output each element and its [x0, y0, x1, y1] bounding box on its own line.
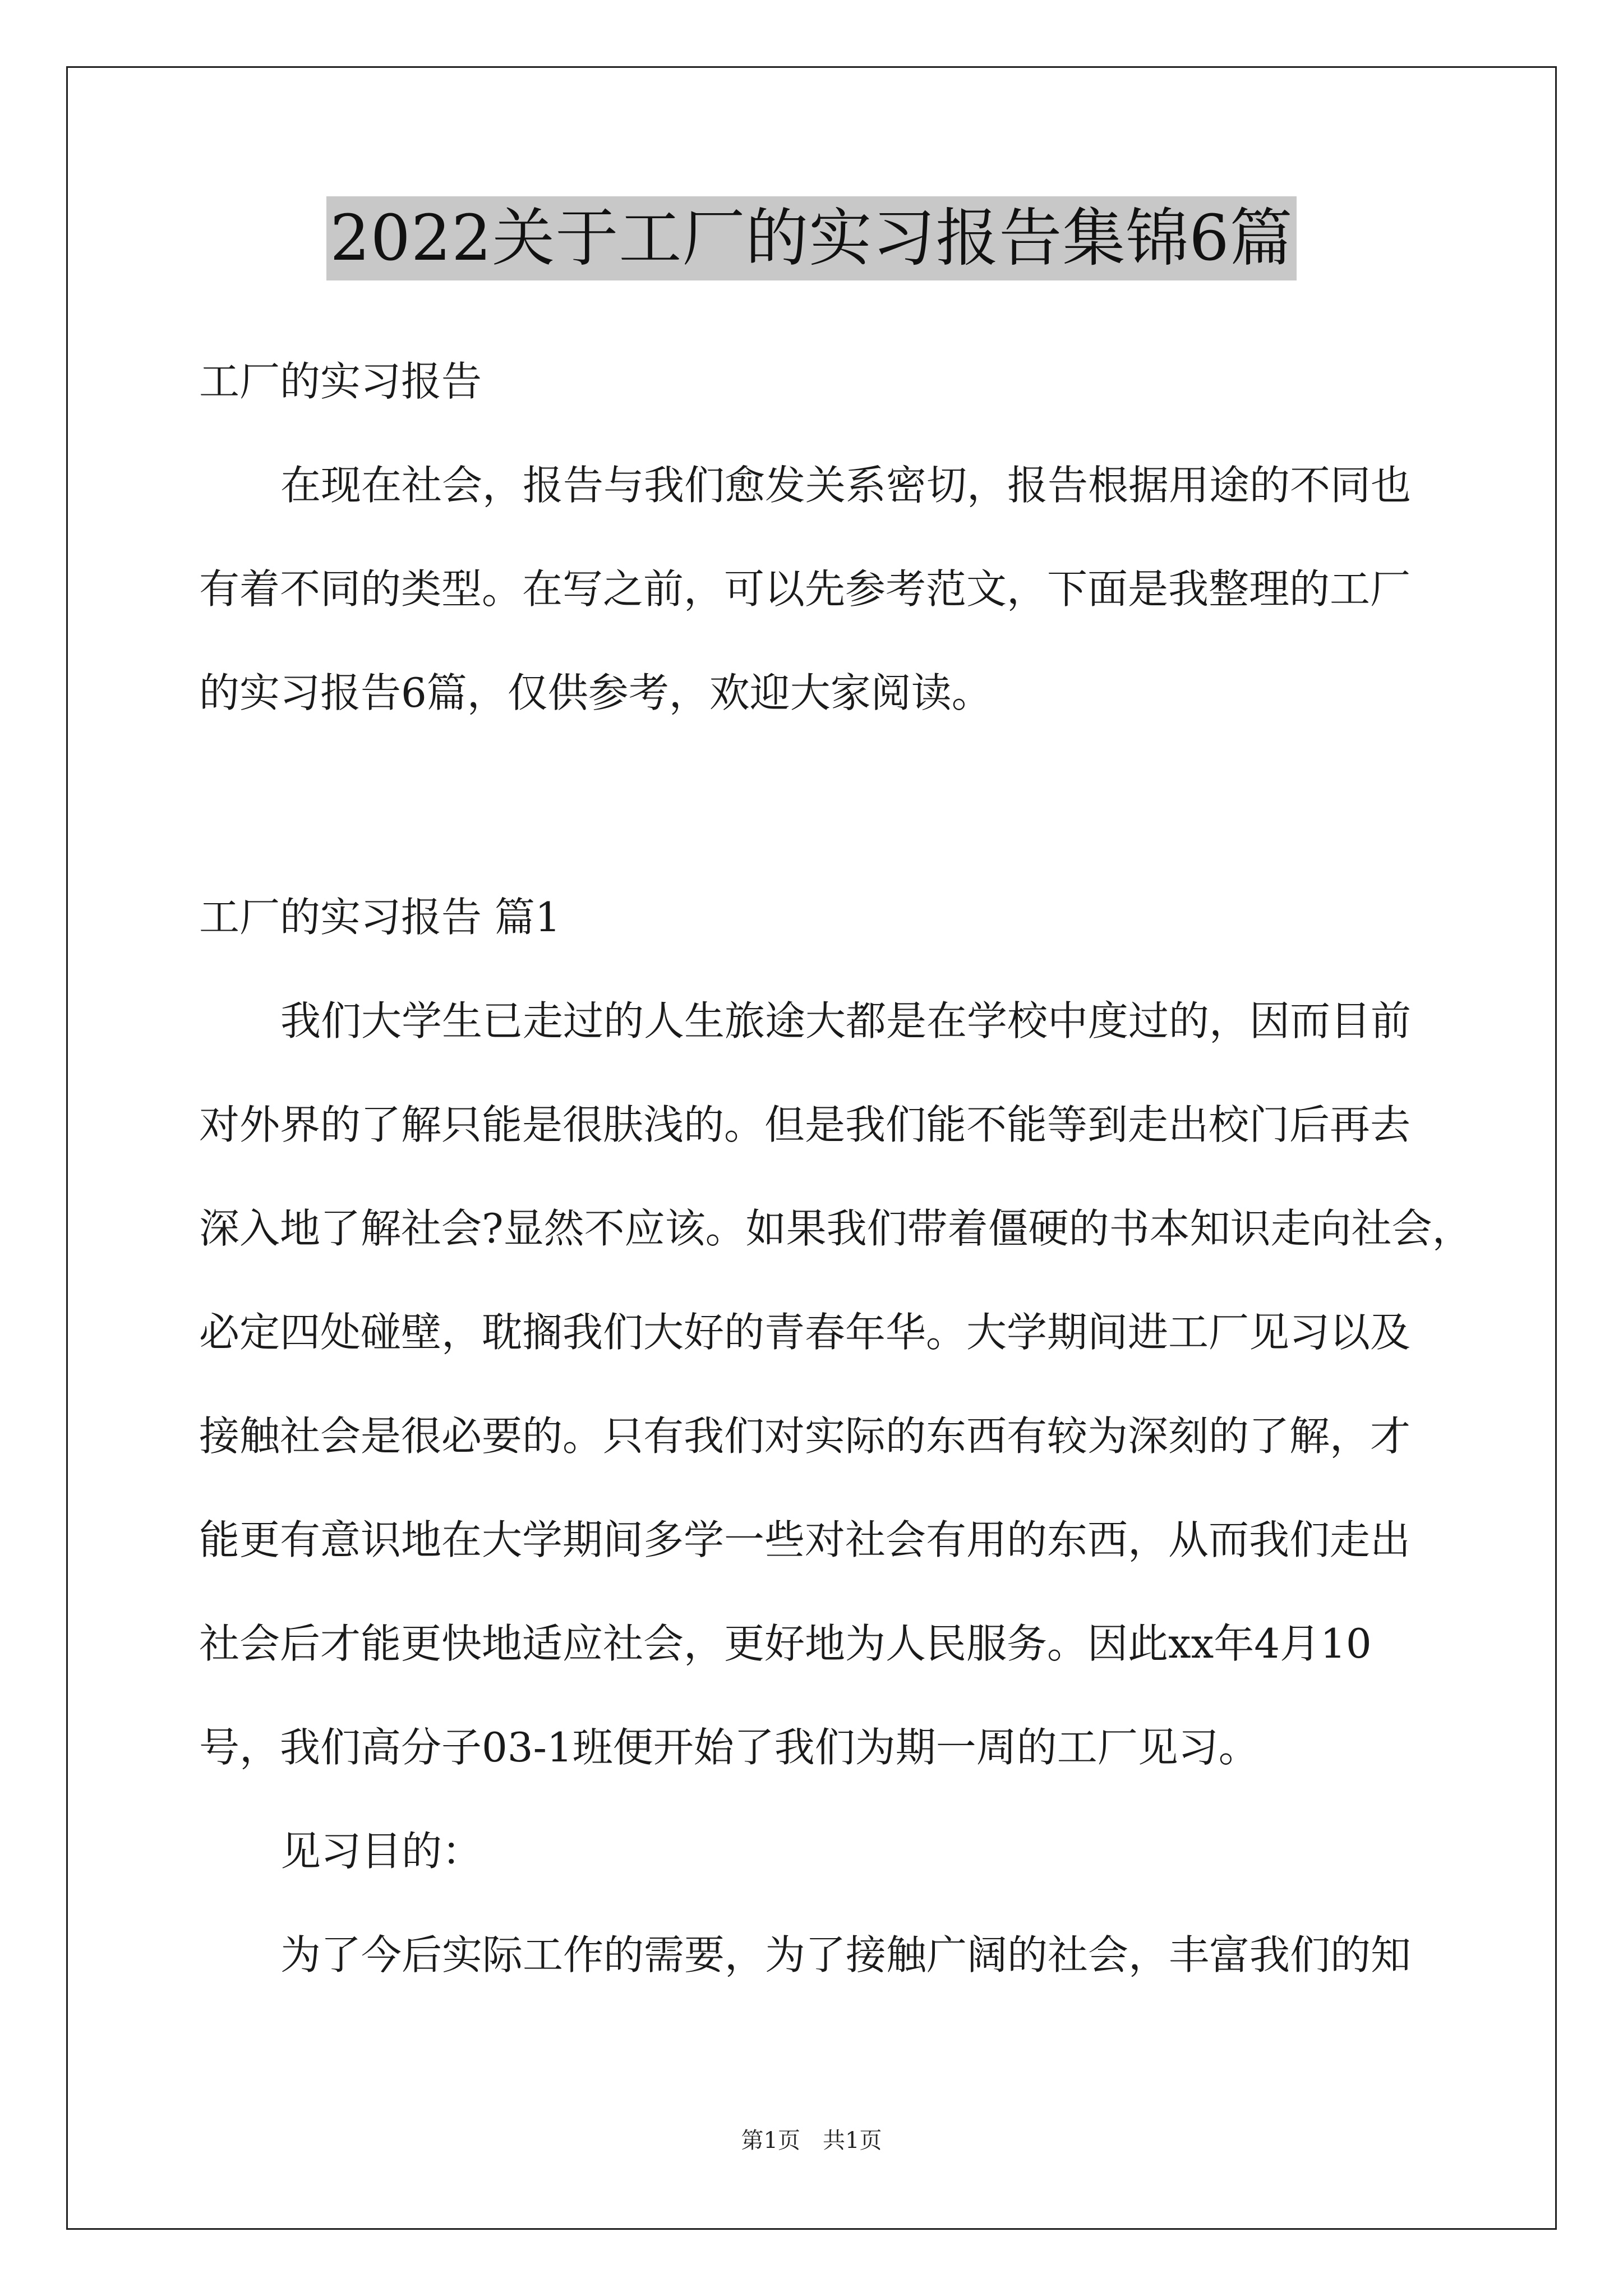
page-footer — [0, 2125, 1623, 2156]
title-container — [0, 196, 1623, 280]
section-paragraph-line: 号，我们高分子03-1班便开始了我们为期一周的工厂见习。 — [199, 1724, 1259, 1771]
section-paragraph-line: 社会后才能更快地适应社会，更好地为人民服务。因此xx年4月10 — [199, 1620, 1372, 1667]
intro-paragraph-line: 在现在社会，报告与我们愈发关系密切，报告根据用途的不同也 — [280, 462, 1412, 509]
page-total: 共1页 — [823, 2128, 882, 2154]
intro-heading: 工厂的实习报告 — [199, 358, 482, 405]
section-paragraph-line: 我们大学生已走过的人生旅途大都是在学校中度过的，因而目前 — [280, 997, 1412, 1045]
intro-paragraph-line: 的实习报告6篇，仅供参考，欢迎大家阅读。 — [199, 669, 992, 716]
page-number: 第1页 — [741, 2128, 800, 2154]
section-heading: 工厂的实习报告 篇1 — [199, 894, 561, 941]
purpose-paragraph-line: 为了今后实际工作的需要，为了接触广阔的社会，丰富我们的知 — [280, 1931, 1412, 1978]
section-paragraph-line: 深入地了解社会?显然不应该。如果我们带着僵硬的书本知识走向社会， — [199, 1205, 1473, 1252]
document-title: 2022关于工厂的实习报告集锦6篇 — [326, 196, 1296, 280]
section-paragraph-line: 必定四处碰壁，耽搁我们大好的青春年华。大学期间进工厂见习以及 — [199, 1309, 1411, 1356]
purpose-label: 见习目的： — [280, 1828, 483, 1875]
section-paragraph-line: 对外界的了解只能是很肤浅的。但是我们能不能等到走出校门后再去 — [199, 1101, 1411, 1148]
section-paragraph-line: 能更有意识地在大学期间多学一些对社会有用的东西，从而我们走出 — [199, 1516, 1411, 1563]
section-paragraph-line: 接触社会是很必要的。只有我们对实际的东西有较为深刻的了解，才 — [199, 1412, 1411, 1460]
intro-paragraph-line: 有着不同的类型。在写之前，可以先参考范文，下面是我整理的工厂 — [199, 565, 1411, 613]
